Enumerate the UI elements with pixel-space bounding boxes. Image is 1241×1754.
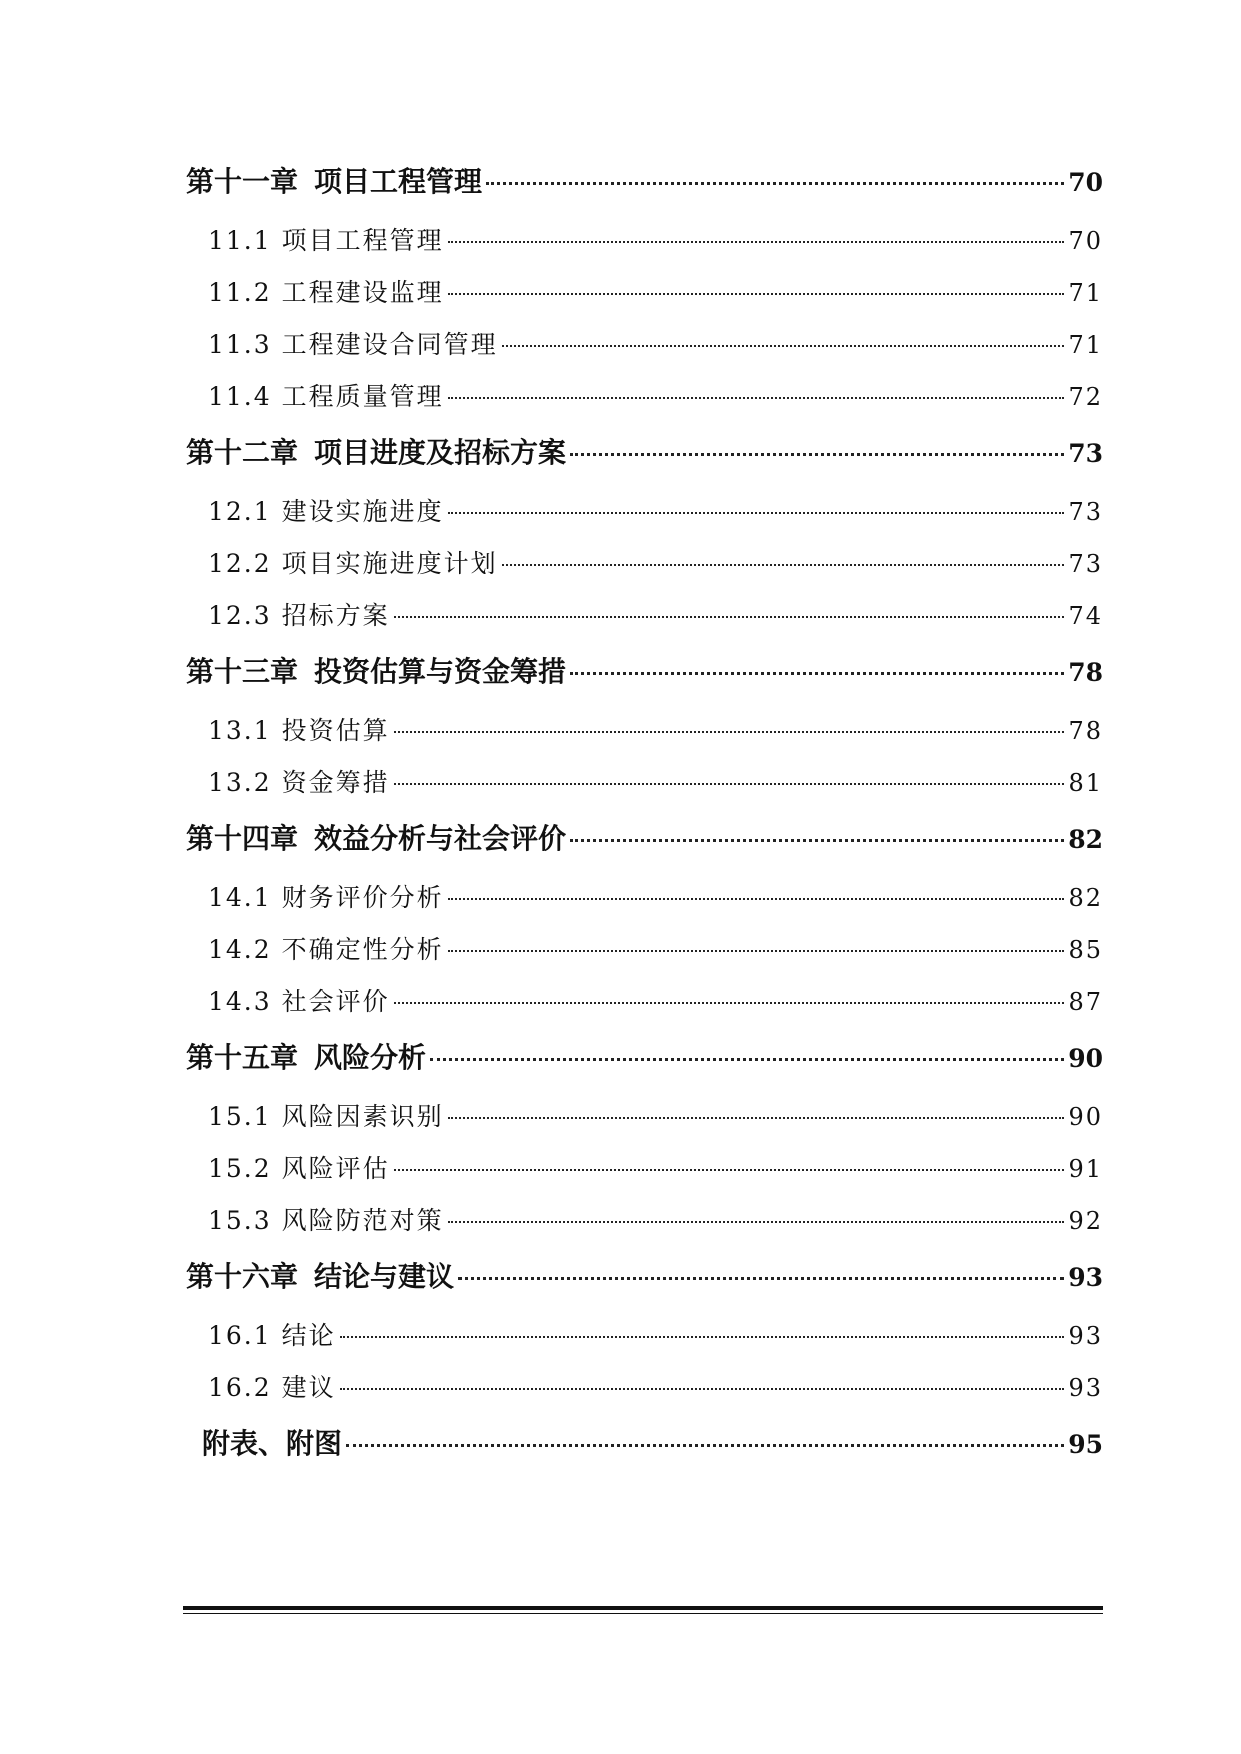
section-label: 11.3 工程建设合同管理 (208, 330, 498, 359)
page-number: 82 (1068, 884, 1103, 912)
toc-chapter-entry[interactable] (186, 640, 1103, 703)
page-number: 93 (1068, 1374, 1103, 1402)
dot-leader (448, 293, 1065, 295)
dot-leader (340, 1388, 1065, 1390)
toc-chapter-entry[interactable] (186, 150, 1103, 213)
section-label: 13.2 资金筹措 (208, 768, 390, 797)
chapter-title: 项目进度及招标方案 (314, 436, 567, 469)
chapter-number: 第十六章 (186, 1260, 299, 1293)
page-number: 90 (1068, 1103, 1103, 1131)
footer-rule-thin (183, 1613, 1103, 1614)
dot-leader (570, 672, 1064, 675)
page-number: 70 (1068, 227, 1103, 255)
dot-leader (502, 345, 1065, 347)
toc-section-entry[interactable] (186, 1308, 1103, 1360)
toc-chapter-entry[interactable] (186, 807, 1103, 870)
toc-section-entry[interactable] (186, 484, 1103, 536)
toc-chapter-entry[interactable] (186, 1245, 1103, 1308)
dot-leader (394, 783, 1065, 785)
toc-chapter-entry[interactable] (186, 421, 1103, 484)
page-number: 78 (1068, 658, 1103, 687)
toc-section-entry[interactable] (186, 1360, 1103, 1412)
page-number: 71 (1068, 331, 1103, 359)
toc-section-entry[interactable] (186, 213, 1103, 265)
toc-section-entry[interactable] (186, 369, 1103, 421)
toc-section-entry[interactable] (186, 974, 1103, 1026)
appendix-label: 附表、附图 (202, 1427, 343, 1460)
dot-leader (448, 1117, 1065, 1119)
dot-leader (570, 453, 1064, 456)
page-number: 78 (1068, 717, 1103, 745)
chapter-number: 第十二章 (186, 436, 299, 469)
page-number: 72 (1068, 383, 1103, 411)
toc-section-entry[interactable] (186, 1193, 1103, 1245)
section-label: 11.2 工程建设监理 (208, 278, 444, 307)
dot-leader (448, 1221, 1065, 1223)
section-label: 15.3 风险防范对策 (208, 1206, 444, 1235)
page-number: 87 (1068, 988, 1103, 1016)
section-label: 13.1 投资估算 (208, 716, 390, 745)
dot-leader (394, 731, 1065, 733)
toc-section-entry[interactable] (186, 588, 1103, 640)
dot-leader (394, 1169, 1065, 1171)
dot-leader (346, 1444, 1064, 1447)
dot-leader (486, 182, 1064, 185)
footer-rule-thick (183, 1606, 1103, 1610)
dot-leader (458, 1277, 1064, 1280)
chapter-title: 效益分析与社会评价 (314, 822, 567, 855)
table-of-contents (186, 150, 1103, 1475)
page-number: 85 (1068, 936, 1103, 964)
section-label: 12.3 招标方案 (208, 601, 390, 630)
page-number: 82 (1068, 825, 1103, 854)
page-number: 70 (1068, 168, 1103, 197)
dot-leader (394, 616, 1065, 618)
footer-double-rule (183, 1606, 1103, 1614)
dot-leader (394, 1002, 1065, 1004)
section-label: 15.1 风险因素识别 (208, 1102, 444, 1131)
page-number: 81 (1068, 769, 1103, 797)
toc-chapter-entry[interactable] (186, 1026, 1103, 1089)
page-number: 95 (1068, 1430, 1103, 1459)
toc-section-entry[interactable] (186, 317, 1103, 369)
toc-section-entry[interactable] (186, 1089, 1103, 1141)
section-label: 15.2 风险评估 (208, 1154, 390, 1183)
toc-appendix-entry[interactable] (186, 1412, 1103, 1475)
dot-leader (430, 1058, 1064, 1061)
section-label: 16.1 结论 (208, 1321, 336, 1350)
toc-section-entry[interactable] (186, 1141, 1103, 1193)
section-label: 12.2 项目实施进度计划 (208, 549, 498, 578)
chapter-number: 第十一章 (186, 165, 299, 198)
page-number: 93 (1068, 1263, 1103, 1292)
chapter-title: 风险分析 (314, 1041, 427, 1074)
chapter-number: 第十五章 (186, 1041, 299, 1074)
dot-leader (448, 241, 1065, 243)
section-label: 11.4 工程质量管理 (208, 382, 444, 411)
dot-leader (340, 1336, 1065, 1338)
dot-leader (448, 950, 1065, 952)
section-label: 16.2 建议 (208, 1373, 336, 1402)
chapter-title: 项目工程管理 (314, 165, 483, 198)
dot-leader (448, 512, 1065, 514)
section-label: 14.2 不确定性分析 (208, 935, 444, 964)
toc-section-entry[interactable] (186, 922, 1103, 974)
toc-section-entry[interactable] (186, 536, 1103, 588)
dot-leader (502, 564, 1065, 566)
dot-leader (448, 898, 1065, 900)
toc-section-entry[interactable] (186, 755, 1103, 807)
page-number: 92 (1068, 1207, 1103, 1235)
section-label: 11.1 项目工程管理 (208, 226, 444, 255)
page-number: 73 (1068, 550, 1103, 578)
chapter-title: 结论与建议 (314, 1260, 455, 1293)
section-label: 14.3 社会评价 (208, 987, 390, 1016)
page-number: 90 (1068, 1044, 1103, 1073)
page-number: 73 (1068, 498, 1103, 526)
section-label: 12.1 建设实施进度 (208, 497, 444, 526)
dot-leader (570, 839, 1064, 842)
chapter-number: 第十四章 (186, 822, 299, 855)
toc-section-entry[interactable] (186, 265, 1103, 317)
page-number: 73 (1068, 439, 1103, 468)
page-number: 93 (1068, 1322, 1103, 1350)
page-number: 71 (1068, 279, 1103, 307)
toc-section-entry[interactable] (186, 870, 1103, 922)
chapter-title: 投资估算与资金筹措 (314, 655, 567, 688)
section-label: 14.1 财务评价分析 (208, 883, 444, 912)
page-number: 91 (1068, 1155, 1103, 1183)
toc-section-entry[interactable] (186, 703, 1103, 755)
dot-leader (448, 397, 1065, 399)
chapter-number: 第十三章 (186, 655, 299, 688)
page-number: 74 (1068, 602, 1103, 630)
